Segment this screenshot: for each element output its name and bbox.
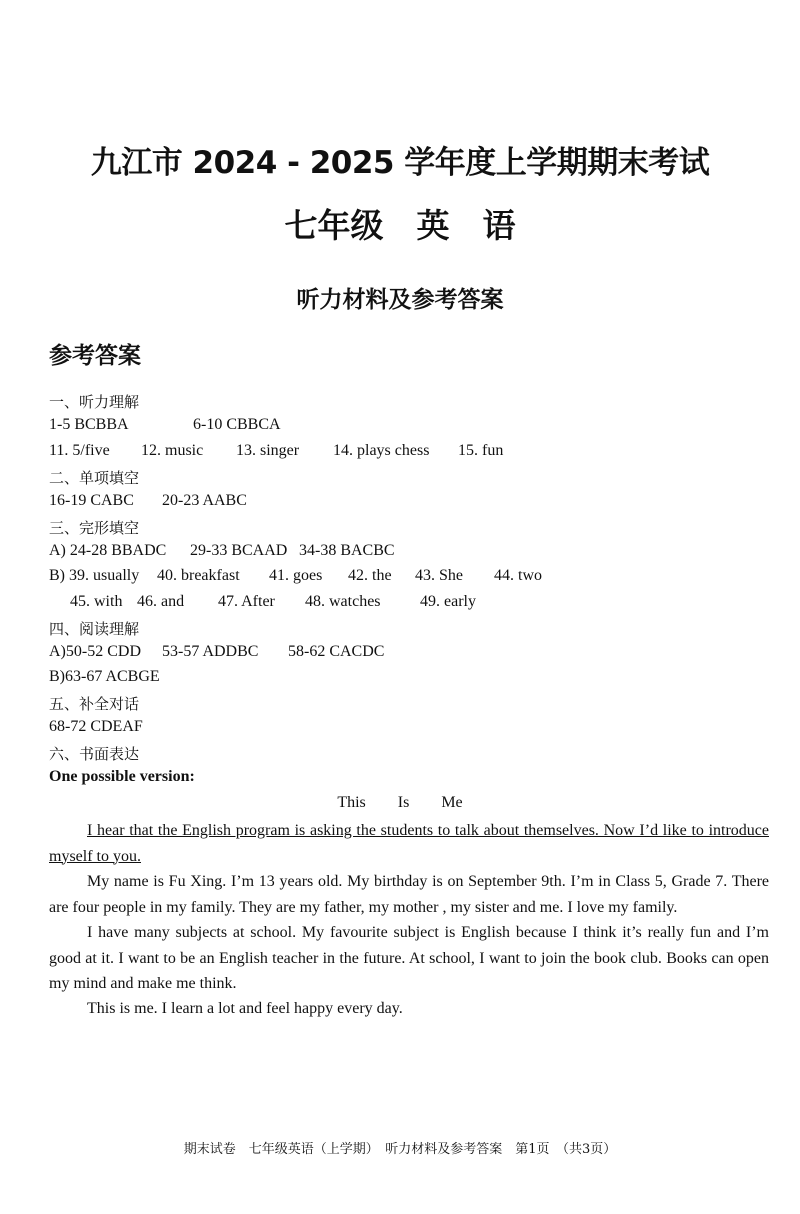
answer-item: B) 39. usually (49, 567, 140, 584)
answer-group: 1-5 BCBBA (49, 416, 129, 433)
answer-group: 20-23 AABC (162, 492, 247, 509)
section-heading-dialogue: 五、补全对话 (49, 695, 140, 713)
answer-group: A)50-52 CDD (49, 643, 141, 660)
answer-group: 68-72 CDEAF (49, 718, 143, 735)
exam-title: 九江市 2024 - 2025 学年度上学期期末考试 (90, 145, 710, 181)
essay-paragraph: I have many subjects at school. My favourite subject is English because I think it’s really fun and I’m good at it. I want to be an English teacher in the future. At school, I want to join the book club. Books can open my mind and make me think. (49, 924, 769, 992)
answer-group: 58-62 CACDC (288, 643, 385, 660)
answer-item: 12. music (141, 442, 204, 459)
answer-group: 29-33 BCAAD (190, 542, 288, 559)
answer-item: 43. She (415, 567, 463, 584)
answer-item: 13. singer (236, 442, 300, 459)
essay-title: This Is Me (337, 794, 463, 811)
version-label: One possible version: (49, 768, 195, 785)
essay-paragraph-closing: This is me. I learn a lot and feel happy every day. (87, 1000, 403, 1017)
section-heading-writing: 六、书面表达 (49, 745, 140, 763)
answer-item: 41. goes (269, 567, 323, 584)
answer-group: 53-57 ADDBC (162, 643, 259, 660)
answer-group: B)63-67 ACBGE (49, 668, 160, 685)
answer-item: 45. with (70, 593, 123, 610)
answer-group: 34-38 BACBC (299, 542, 395, 559)
section-heading-single-choice: 二、单项填空 (49, 469, 140, 487)
page-footer: 期末试卷 七年级英语（上学期） 听力材料及参考答案 第1页 （共3页） (183, 1142, 617, 1157)
answer-group: A) 24-28 BBADC (49, 542, 167, 559)
answer-item: 44. two (494, 567, 542, 584)
section-heading-listening: 一、听力理解 (49, 393, 140, 411)
answers-heading: 参考答案 (49, 343, 141, 369)
answer-item: 15. fun (458, 442, 504, 459)
essay-paragraph-intro: I hear that the English program is asking the students to talk about themselves. Now I’d like to introduce myself to you. (49, 822, 769, 865)
section-heading-reading: 四、阅读理解 (49, 620, 140, 638)
section-heading-cloze: 三、完形填空 (49, 519, 140, 537)
answer-group: 16-19 CABC (49, 492, 134, 509)
subject-title: 七年级 英 语 (284, 206, 516, 245)
answer-item: 46. and (137, 593, 185, 610)
answer-item: 14. plays chess (333, 442, 430, 459)
answer-item: 47. After (218, 593, 275, 610)
essay-paragraph: My name is Fu Xing. I’m 13 years old. My birthday is on September 9th. I’m in Class 5, Grade 7. There are four people in my family. They are my father, my mother , my sister and me. I love my family. (49, 873, 769, 916)
document-type-title: 听力材料及参考答案 (296, 287, 504, 313)
answer-item: 42. the (348, 567, 392, 584)
answer-group: 6-10 CBBCA (193, 416, 281, 433)
answer-item: 48. watches (305, 593, 381, 610)
answer-item: 11. 5/five (49, 442, 110, 459)
answer-item: 40. breakfast (157, 567, 240, 584)
answer-item: 49. early (420, 593, 476, 610)
